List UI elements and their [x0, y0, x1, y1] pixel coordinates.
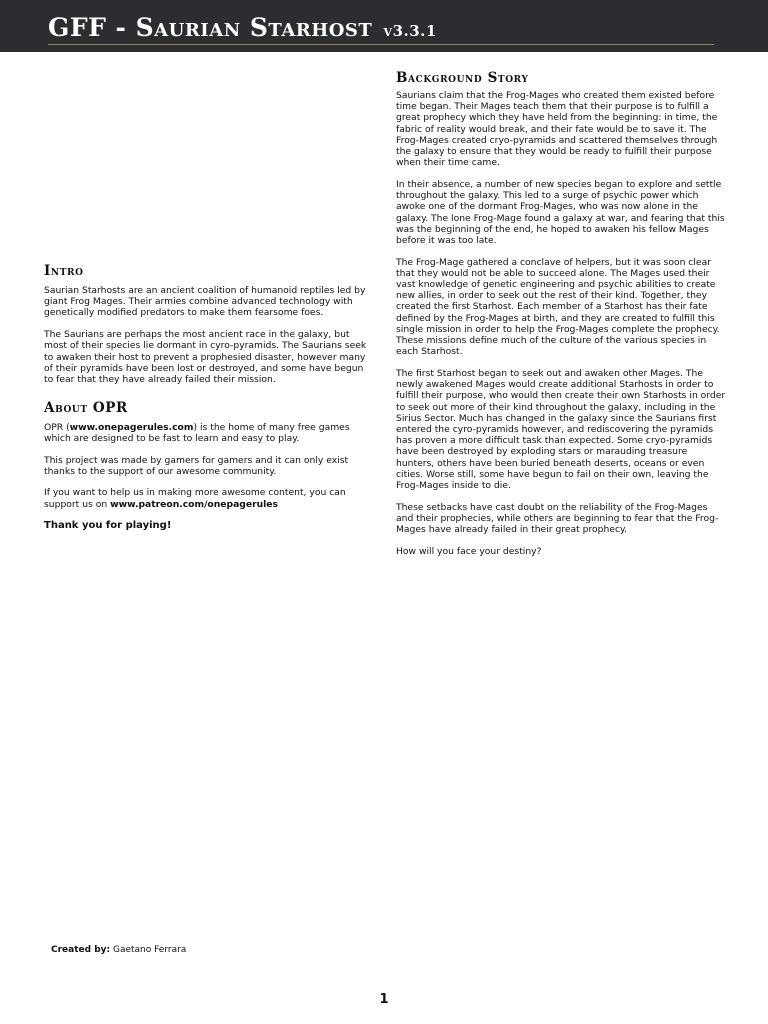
credit-label: Created by: [51, 945, 111, 955]
about-paragraph: This project was made by gamers for gamers and it can only exist thanks to the support of our awesome community. [44, 454, 349, 477]
about-paragraph [44, 487, 374, 509]
about-paragraph [44, 422, 374, 444]
header-divider [48, 44, 714, 45]
background-paragraph: In their absence, a number of new species began to explore and settle throughout the galaxy. This led to a surge of psychic power which awoke one of the dormant Frog-Mages, who was now alone in the galaxy. The lone Frog-Mage found a galaxy at war, and fearing that this was the beginning of the end, he hoped to awaken his fellow Mages before it was too late. [396, 178, 725, 246]
background-section [396, 70, 726, 557]
about-text: OPR ( [44, 421, 70, 433]
page-number: 1 [379, 992, 389, 1007]
about-text: ) is the home of many free games which are designed to be fast to learn and easy to play. [44, 421, 350, 444]
patreon-link[interactable]: www.patreon.com/onepagerules [110, 498, 279, 510]
background-paragraph: The Frog-Mage gathered a conclave of helpers, but it was soon clear that they would not be able to succeed alone. The Mages used their vast knowledge of genetic engineering and psychic abilities to create new allies, in order to seek out the rest of their kind. Together, they created the first Starhost. Each member of a Starhost has their fate defined by the Frog-Mages at birth, and they are created to fulfill this single mission in order to help the Frog-Mages complete the prophecy. These missions define much of the culture of the various species in each Starhost. [396, 256, 720, 358]
intro-heading: Intro [44, 263, 84, 279]
version-label: v3.3.1 [383, 22, 437, 40]
about-text: If you want to help us in making more awesome content, you can support us on [44, 487, 346, 510]
background-paragraph: Saurians claim that the Frog-Mages who created them existed before time began. Their Mages teach them that their purpose is to fulfill a great prophecy which they have held from the beginning: in time, the fabric of reality would break, and their fate would be to save it. The Frog-Mages created cryo-pyramids and scattered themselves through the galaxy to ensure that they would be ready to fulfill their purpose when their time came. [396, 90, 718, 169]
about-heading: About OPR [44, 399, 128, 416]
onepagerules-link[interactable]: www.onepagerules.com [69, 421, 194, 433]
background-heading: Background Story [396, 70, 529, 86]
intro-paragraph: The Saurians are perhaps the most ancient race in the galaxy, but most of their species lie dormant in cyro-pyramids. The Saurians seek to awaken their host to prevent a prophesied disaster, however many of their pyramids have been lost or destroyed, and some have begun to fear that they have already failed their mission. [44, 329, 367, 385]
about-section [44, 400, 374, 532]
thank-you-text: Thank you for playing! [44, 520, 172, 532]
intro-paragraph: Saurian Starhosts are an ancient coalition of humanoid reptiles led by giant Frog Mages. Their armies combine advanced technology with genetically modified predators to make them fearsome foes. [44, 285, 366, 319]
credit-name: Gaetano Ferrara [110, 945, 187, 955]
right-column [396, 70, 726, 568]
title-text: GFF - Saurian Starhost [48, 13, 373, 42]
background-paragraph: How will you face your destiny? [396, 545, 542, 557]
credit-line [51, 945, 186, 956]
background-paragraph: The first Starhost began to seek out and awaken other Mages. The newly awakened Mages would create additional Starhosts in order to fulfill their purpose, who would then create their own Starhosts in order to seek out more of their kind throughout the galaxy, including in the Sirius Sector. Much has changed in the galaxy since the Saurians first entered the cyro-pyramids however, and rediscovering the pyramids has proven a more difficult task than expected. Some cryo-pyramids have been destroyed by exploding stars or marauding treasure hunters, others have been buried beneath deserts, oceans or even cities. Worse still, some have begun to fail on their own, leaving the Frog-Mages inside to die. [396, 367, 726, 491]
page-header [0, 0, 768, 52]
document-title [48, 14, 437, 45]
left-column [44, 263, 374, 542]
intro-section [44, 263, 374, 385]
background-paragraph: These setbacks have cast doubt on the reliability of the Frog-Mages and their prophecies, while others are beginning to fear that the Frog-Mages have already failed in their great prophecy. [396, 501, 719, 536]
